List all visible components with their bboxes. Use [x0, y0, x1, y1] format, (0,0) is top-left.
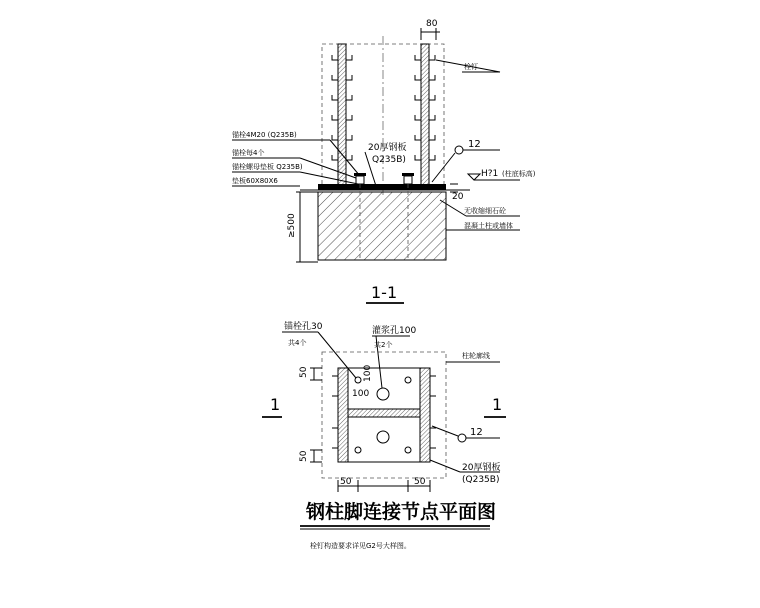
plan-dim-100-b: 100 [363, 364, 373, 382]
plan-dim-100-a: 100 [352, 389, 370, 399]
anchor-nuts [354, 173, 414, 184]
plan-plate-note-2: (Q235B) [462, 475, 500, 485]
grout-hole-bottom [377, 431, 389, 443]
footnote: 栓钉构造要求详见G2号大样图。 [310, 542, 411, 550]
height-dim-text: ≥500 [287, 213, 297, 238]
outline-note: 柱轮廓线 [462, 352, 490, 360]
grout-hole-top [377, 388, 389, 400]
plan-middle-web [348, 409, 420, 417]
concrete-note: 混凝土柱或墙体 [464, 222, 513, 230]
concrete-foundation [318, 192, 446, 260]
weld-size-plan: 12 [470, 427, 483, 438]
note-pad-plate: 垫板60X80X6 [232, 177, 278, 185]
grout-hole-note: 灌浆孔100 [372, 326, 417, 336]
grout-note: 无收缩细石砼 [464, 207, 506, 215]
section-mark-right: 1 [492, 395, 503, 414]
note-anchor: 锚栓4M20 (Q235B) [232, 131, 297, 139]
note-anchor-washer: 锚栓螺母垫板 Q235B) [232, 163, 303, 171]
top-dimension [421, 19, 440, 40]
plate-note-1: 20厚钢板 [368, 143, 407, 153]
right-dim: 20 [452, 192, 464, 202]
section-label: 1-1 [371, 283, 398, 302]
grout-hole-count: 共2个 [374, 341, 393, 349]
weld-symbol-plan [432, 426, 500, 442]
height-dimension [287, 192, 318, 262]
plan-right-wall [420, 368, 430, 462]
plan-view [262, 320, 506, 492]
column-right-wall [421, 44, 429, 186]
stud-note: 栓钉 [464, 63, 478, 71]
level-text: H?1 [481, 169, 499, 179]
plan-bottom-dims [338, 477, 430, 492]
column-left-wall [338, 44, 346, 186]
note-anchor-count: 锚栓每4个 [232, 149, 265, 157]
anchor-hole-note: 锚栓孔30 [284, 322, 323, 332]
section-mark-left: 1 [270, 395, 281, 414]
plan-dim-50-top: 50 [299, 366, 309, 378]
drawing-title: 钢柱脚连接节点平面图 [306, 501, 497, 523]
weld-size-section: 12 [468, 139, 481, 150]
level-note: (柱底标高) [502, 170, 536, 178]
level-mark [468, 169, 536, 180]
top-dim-text: 80 [426, 19, 438, 29]
plan-dim-50-right: 50 [414, 477, 426, 487]
section-view [232, 19, 536, 303]
plate-note-2: Q235B) [372, 155, 406, 165]
anchor-hole-count: 共4个 [288, 339, 307, 347]
plan-left-wall [338, 368, 348, 462]
base-plate-section [318, 184, 446, 190]
plan-plate-note-1: 20厚钢板 [462, 463, 501, 473]
plan-dim-50-bottom: 50 [299, 450, 309, 462]
plan-dim-50-left: 50 [340, 477, 352, 487]
plan-left-dims [299, 366, 322, 462]
